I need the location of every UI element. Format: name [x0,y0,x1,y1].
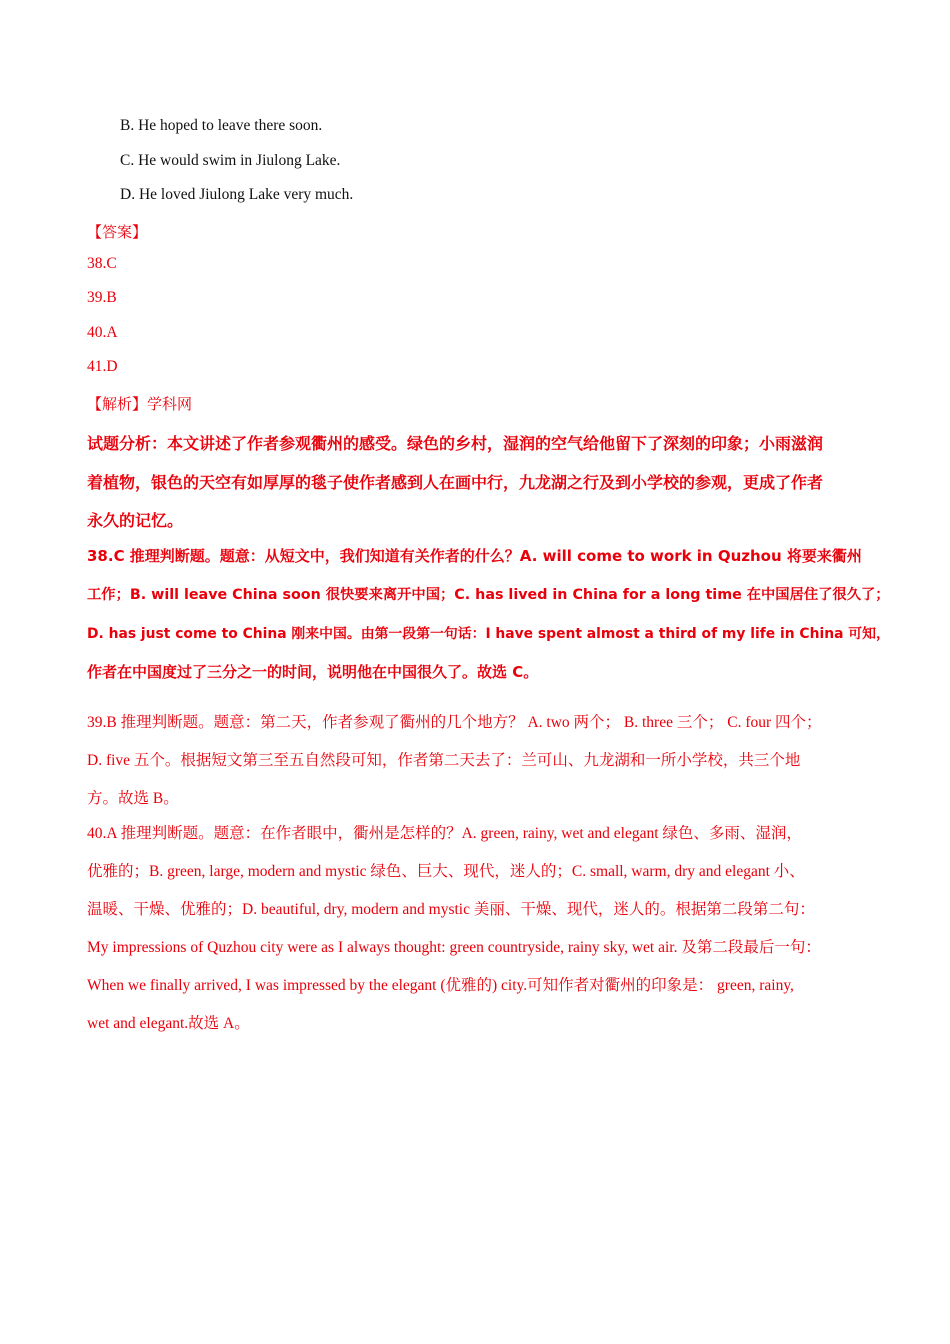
q40-line-1: 40.A 推理判断题。题意：在作者眼中，衢州是怎样的？A. green, rainy, wet and elegant 绿色、多雨、湿润， [87,825,802,842]
option-c: C. He would swim in Jiulong Lake. [120,152,341,169]
q38-line-4: 作者在中国度过了三分之一的时间，说明他在中国很久了。故选 C。 [87,663,539,681]
option-b: B. He hoped to leave there soon. [120,117,323,134]
q38-line-3: D. has just come to China 刚来中国。由第一段第一句话：I have spent almost a third of my life in China 可知， [87,626,890,642]
q40-line-3: 温暖、干燥、优雅的；D. beautiful, dry, modern and mystic 美丽、干燥、现代，迷人的。根据第二段第二句： [87,901,815,918]
q40-line-5: When we finally arrived, I was impressed by the elegant (优雅的) city.可知作者对衢州的印象是： green, rainy, [87,977,794,994]
analysis-header: 【解析】学科网 [87,395,193,413]
q40-line-2: 优雅的；B. green, large, modern and mystic 绿色、巨大、现代，迷人的；C. small, warm, dry and elegant 小、 [87,863,805,880]
q38-line-2: 工作；B. will leave China soon 很快要来离开中国；C. has lived in China for a long time 在中国居住了很久了； [87,587,890,603]
q38-line-1: 38.C 推理判断题。题意：从短文中，我们知道有关作者的什么？A. will come to work in Quzhou 将要来衢州 [87,547,862,565]
option-d: D. He loved Jiulong Lake very much. [120,186,354,203]
summary-line-2: 着植物，银色的天空有如厚厚的毯子使作者感到人在画中行，九龙湖之行及到小学校的参观，更成了作者 [87,473,824,492]
answer-39: 39.B [87,289,117,306]
summary-line-1: 试题分析：本文讲述了作者参观衢州的感受。绿色的乡村，湿润的空气给他留下了深刻的印象；小雨滋润 [87,434,824,453]
q40-line-6: wet and elegant.故选 A。 [87,1015,250,1032]
q39-line-1: 39.B 推理判断题。题意：第二天，作者参观了衢州的几个地方？ A. two 两个； B. three 三个； C. four 四个； [87,714,822,731]
answer-41: 41.D [87,358,118,375]
answer-40: 40.A [87,324,118,341]
answer-38: 38.C [87,255,117,272]
q39-line-3: 方。故选 B。 [87,790,179,807]
q40-line-4: My impressions of Quzhou city were as I always thought: green countryside, rainy sky, wet air. 及第二段最后一句： [87,939,821,956]
q39-line-2: D. five 五个。根据短文第三至五自然段可知，作者第二天去了：兰可山、九龙湖和一所小学校，共三个地 [87,752,801,769]
answer-header: 【答案】 [87,223,148,241]
summary-line-3: 永久的记忆。 [87,511,184,530]
